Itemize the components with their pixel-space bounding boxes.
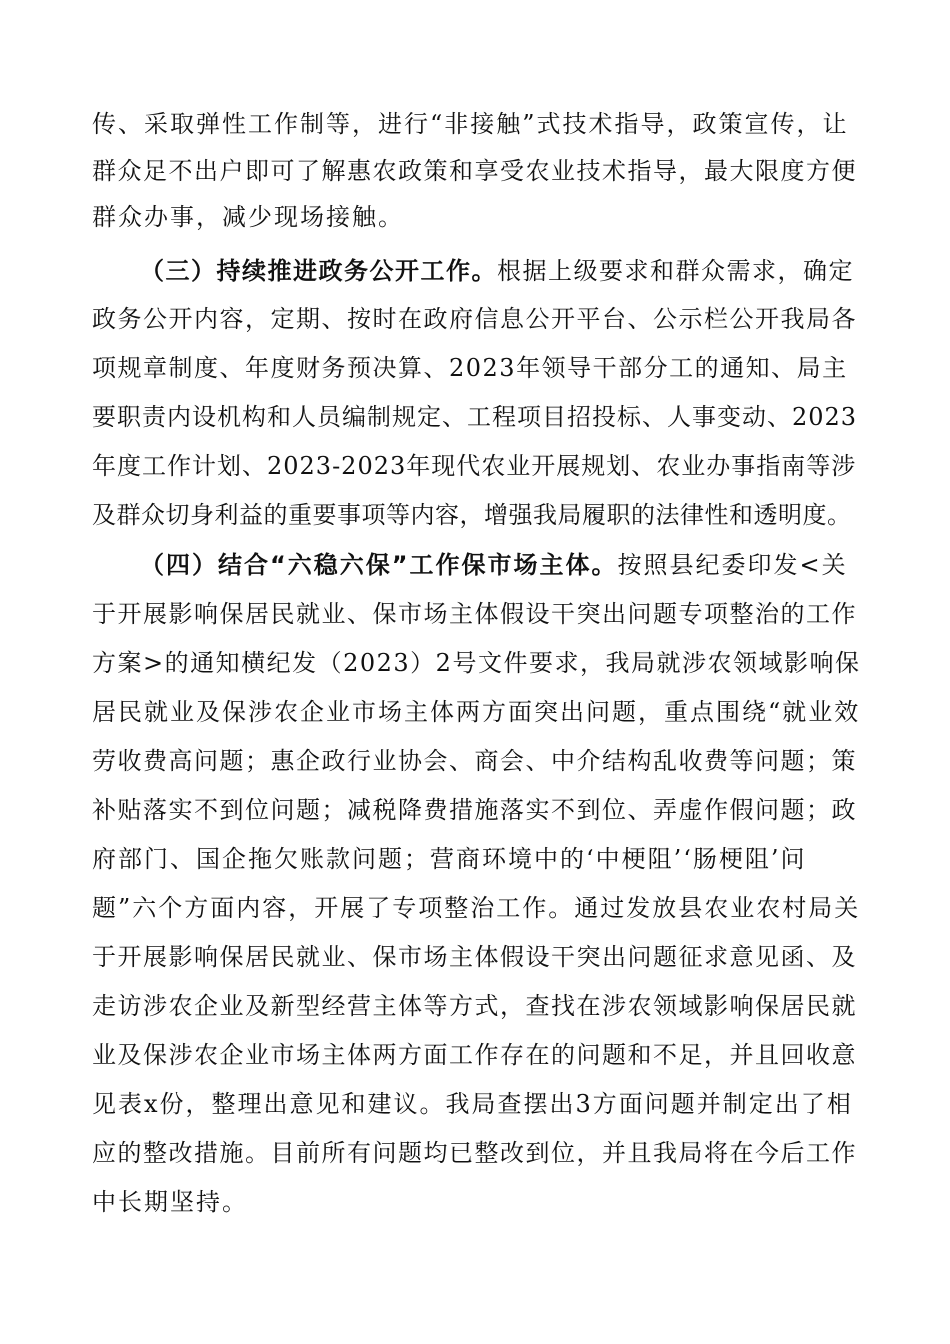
- text-line: 政务公开内容，定期、按时在政府信息公开平台、公示栏公开我局各: [92, 305, 857, 333]
- text-line: 劳收费高问题；惠企政行业协会、商会、中介结构乱收费等问题；策: [92, 747, 857, 775]
- text-line: 群众办事，减少现场接触。: [92, 203, 404, 231]
- text-line: 补贴落实不到位问题；减税降费措施落实不到位、弄虚作假问题；政: [92, 796, 857, 824]
- text-line: 传、采取弹性工作制等，进行“非接触”式技术指导，政策宣传，让: [92, 110, 849, 138]
- text-line: 居民就业及保涉农企业市场主体两方面突出问题，重点围绕“就业效: [92, 698, 861, 726]
- text-run: 按照县纪委印发<关: [617, 551, 848, 579]
- text-line: 要职责内设机构和人员编制规定、工程项目招投标、人事变动、2023: [92, 403, 858, 431]
- text-line: 府部门、国企拖欠账款问题；营商环境中的‘中梗阻’‘肠梗阻’问: [92, 845, 807, 873]
- text-line: 走访涉农企业及新型经营主体等方式，查找在涉农领域影响保居民就: [92, 992, 857, 1020]
- text-line: 业及保涉农企业市场主体两方面工作存在的问题和不足，并且回收意: [92, 1041, 857, 1069]
- text-line: 年度工作计划、2023-2023年现代农业开展规划、农业办事指南等涉: [92, 452, 857, 480]
- text-line: 方案>的通知横纪发（2023）2号文件要求，我局就涉农领域影响保: [92, 649, 861, 677]
- text-line: 中长期坚持。: [92, 1188, 248, 1216]
- section-heading-4: （四）结合“六稳六保”工作保市场主体。: [140, 551, 618, 579]
- paragraph-first-line: [140, 545, 862, 585]
- text-line: 题”六个方面内容，开展了专项整治工作。通过发放县农业农村局关: [92, 894, 861, 922]
- text-line: 群众足不出户即可了解惠农政策和享受农业技术指导，最大限度方便: [92, 157, 857, 185]
- paragraph-first-line: [140, 251, 862, 291]
- section-heading-3: （三）持续推进政务公开工作。: [140, 257, 497, 285]
- text-line: 应的整改措施。目前所有问题均已整改到位，并且我局将在今后工作: [92, 1139, 857, 1167]
- text-run: 根据上级要求和群众需求，确定: [497, 257, 854, 285]
- text-line: 及群众切身利益的重要事项等内容，增强我局履职的法律性和透明度。: [92, 501, 852, 529]
- text-line: 于开展影响保居民就业、保市场主体假设干突出问题征求意见函、及: [92, 943, 857, 971]
- text-line: 项规章制度、年度财务预决算、2023年领导干部分工的通知、局主: [92, 354, 848, 382]
- text-line: 于开展影响保居民就业、保市场主体假设干突出问题专项整治的工作: [92, 600, 857, 628]
- text-line: 见表x份，整理出意见和建议。我局查摆出3方面问题并制定出了相: [92, 1090, 853, 1118]
